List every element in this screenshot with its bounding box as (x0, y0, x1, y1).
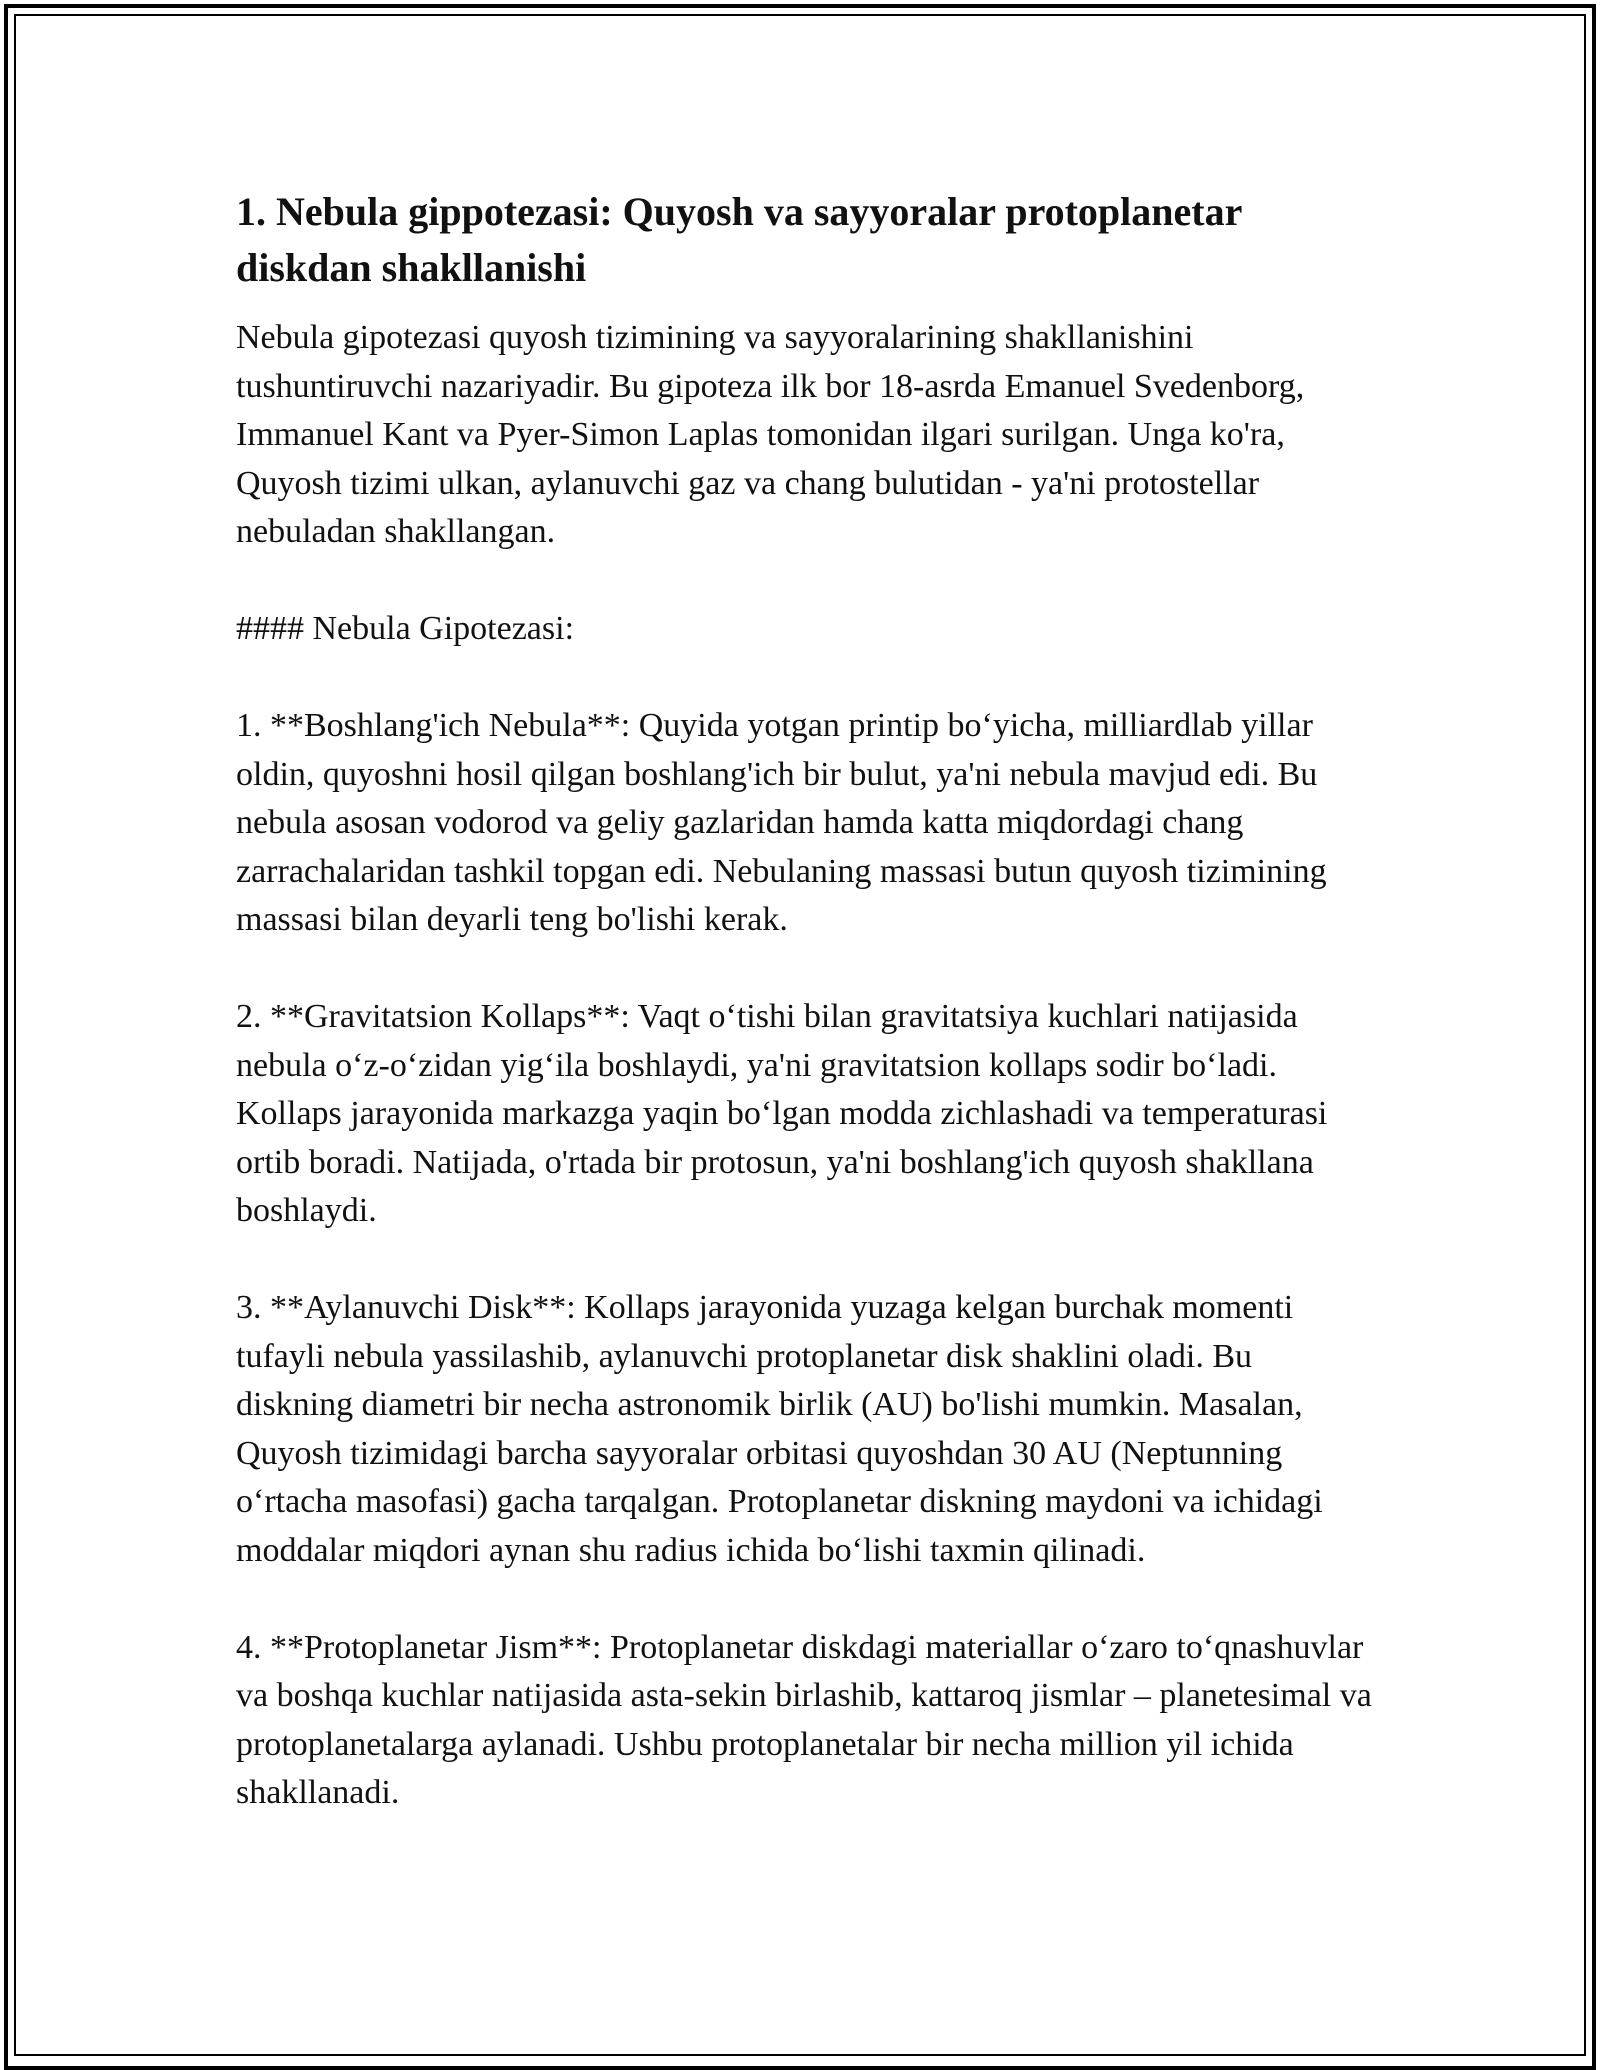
intro-paragraph: Nebula gipotezasi quyosh tizimining va sayyoralarining shakllanishini tushuntiruvchi nazariyadir. Bu gipoteza ilk bor 18-asrda Emanuel Svedenborg, Immanuel Kant va Pyer-Simon Laplas tomonidan ilgari surilgan. Unga ko'ra, Quyosh tizimi ulkan, aylanuvchi gaz va chang bulutidan - ya'ni protostellar nebuladan shakllangan. (236, 319, 1305, 550)
section-heading: #### Nebula Gipotezasi: (236, 610, 575, 647)
list-item: 4. **Protoplanetar Jism**: Protoplanetar diskdagi materiallar o‘zaro to‘qnashuvlar va boshqa kuchlar natijasida asta-sekin birlashib, kattaroq jismlar – planetesimal va protoplanetalarga aylanadi. Ushbu protoplanetalar bir necha million yil ichida shakllanadi. (236, 1628, 1372, 1811)
document-body (236, 184, 1376, 1818)
list-item: 1. **Boshlang'ich Nebula**: Quyida yotgan printip bo‘yicha, milliardlab yillar oldin, quyoshni hosil qilgan boshlang'ich bir bulut, ya'ni nebula mavjud edi. Bu nebula asosan vodorod va geliy gazlaridan hamda katta miqdordagi chang zarrachalaridan tashkil topgan edi. Nebulaning massasi butun quyosh tizimining massasi bilan deyarli teng bo'lishi kerak. (236, 707, 1327, 938)
document-title: 1. Nebula gippotezasi: Quyosh va sayyoralar protoplanetar diskdan shakllanishi (236, 189, 1242, 290)
list-item: 2. **Gravitatsion Kollaps**: Vaqt o‘tishi bilan gravitatsiya kuchlari natijasida nebula o‘z-o‘zidan yig‘ila boshlaydi, ya'ni gravitatsion kollaps sodir bo‘ladi. Kollaps jarayonida markazga yaqin bo‘lgan modda zichlashadi va temperaturasi ortib boradi. Natijada, o'rtada bir protosun, ya'ni boshlang'ich quyosh shakllana boshlaydi. (236, 998, 1328, 1229)
list-item: 3. **Aylanuvchi Disk**: Kollaps jarayonida yuzaga kelgan burchak momenti tufayli nebula yassilashib, aylanuvchi protoplanetar disk shaklini oladi. Bu diskning diametri bir necha astronomik birlik (AU) bo'lishi mumkin. Masalan, Quyosh tizimidagi barcha sayyoralar orbitasi quyoshdan 30 AU (Neptunning o‘rtacha masofasi) gacha tarqalgan. Protoplanetar diskning maydoni va ichidagi moddalar miqdori aynan shu radius ichida bo‘lishi taxmin qilinadi. (236, 1289, 1323, 1569)
